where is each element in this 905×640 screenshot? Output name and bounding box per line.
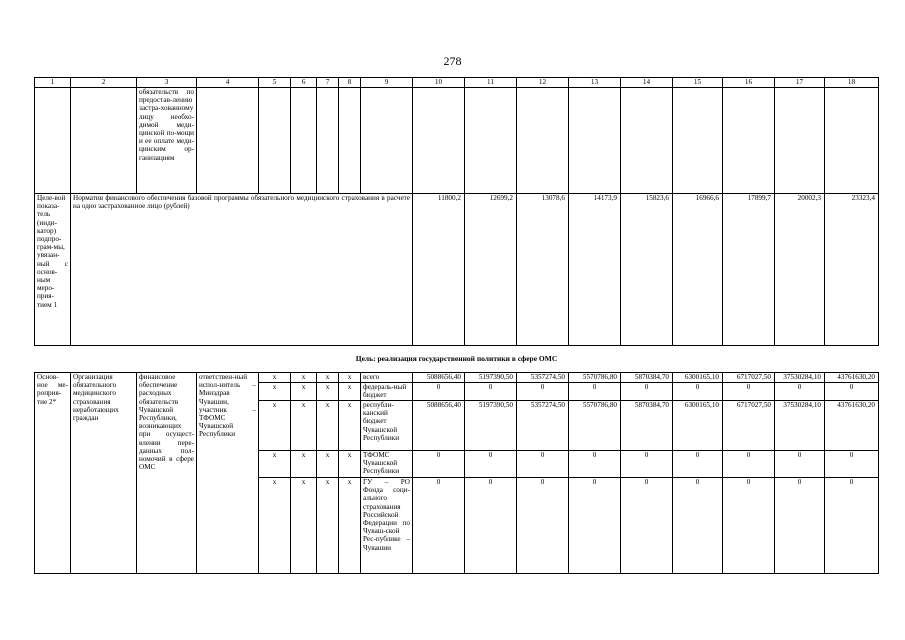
col-num: 2 (71, 78, 137, 88)
funding-row (35, 373, 879, 383)
continuation-row (35, 88, 879, 194)
funding-value: 0 (413, 383, 465, 401)
funding-value: 6300165,10 (673, 373, 723, 383)
x-mark: x (291, 383, 317, 401)
funding-value: 5870384,70 (621, 373, 673, 383)
measure-name: Основ-ное ме-роприя-тие 2* (35, 373, 71, 574)
col-num: 6 (291, 78, 317, 88)
indicator-value: 16966,6 (673, 194, 723, 346)
x-mark: x (339, 478, 361, 574)
col-num: 9 (361, 78, 413, 88)
x-mark: x (339, 451, 361, 478)
x-mark: x (317, 401, 339, 451)
indicator-value: 17899,7 (723, 194, 775, 346)
funding-value: 0 (723, 383, 775, 401)
indicator-value: 15823,6 (621, 194, 673, 346)
col-num: 8 (339, 78, 361, 88)
col-num: 12 (517, 78, 569, 88)
funding-value: 0 (723, 451, 775, 478)
indicator-value: 12699,2 (465, 194, 517, 346)
funding-value: 0 (621, 478, 673, 574)
funding-value: 0 (621, 383, 673, 401)
indicator-label: Целе-вой показа-тель (инди-катор) подпро-грам-мы, увязан-ный с основ-ным меро-прия-тием 1 (35, 194, 71, 346)
col-num: 7 (317, 78, 339, 88)
col-num: 10 (413, 78, 465, 88)
x-mark: x (259, 401, 291, 451)
x-mark: x (291, 401, 317, 451)
funding-value: 5870384,70 (621, 401, 673, 451)
x-mark: x (259, 478, 291, 574)
funding-value: 43761630,20 (825, 401, 879, 451)
x-mark: x (339, 373, 361, 383)
x-mark: x (291, 451, 317, 478)
funding-value: 0 (569, 451, 621, 478)
funding-value: 5197390,50 (465, 373, 517, 383)
funding-value: 43761630,20 (825, 373, 879, 383)
measure-title: Организация обязательного медицинского страхования неработающих граждан (71, 373, 137, 574)
funding-value: 0 (517, 451, 569, 478)
indicator-value: 13078,6 (517, 194, 569, 346)
funding-value: 6717027,50 (723, 401, 775, 451)
col-num: 14 (621, 78, 673, 88)
funding-value: 0 (825, 478, 879, 574)
indicator-row (35, 194, 879, 346)
measure-responsible: ответствен-ный испол-нитель – Минздрав Чувашии, участник – ТФОМС Чувашской Республики (197, 373, 259, 574)
funding-value: 0 (465, 383, 517, 401)
funding-value: 0 (825, 451, 879, 478)
x-mark: x (259, 451, 291, 478)
funding-value: 0 (569, 478, 621, 574)
funding-value: 0 (775, 383, 825, 401)
funding-value: 0 (673, 478, 723, 574)
col-num: 1 (35, 78, 71, 88)
indicator-value: 23323,4 (825, 194, 879, 346)
funding-source: республи-канский бюджет Чувашской Республики (361, 401, 413, 451)
funding-value: 37530284,10 (775, 373, 825, 383)
funding-value: 0 (775, 478, 825, 574)
goal-row (35, 346, 879, 373)
funding-value: 5570786,80 (569, 373, 621, 383)
col-num: 4 (197, 78, 259, 88)
funding-value: 37530284,10 (775, 401, 825, 451)
measure-description: финансовое обеспечение расходных обязательств Чувашской Республики, возникающих при осущест-влении пере-данных пол-номочий в сфере ОМС (137, 373, 197, 574)
col-num: 18 (825, 78, 879, 88)
funding-value: 0 (723, 478, 775, 574)
funding-value: 0 (465, 451, 517, 478)
funding-value: 0 (517, 383, 569, 401)
col-num: 15 (673, 78, 723, 88)
indicator-value: 11800,2 (413, 194, 465, 346)
funding-value: 6300165,10 (673, 401, 723, 451)
col-num: 16 (723, 78, 775, 88)
indicator-value: 14173,9 (569, 194, 621, 346)
funding-source: ТФОМС Чувашской Республики (361, 451, 413, 478)
funding-value: 0 (517, 478, 569, 574)
funding-value: 5088656,40 (413, 373, 465, 383)
funding-value: 5197390,50 (465, 401, 517, 451)
x-mark: x (339, 401, 361, 451)
x-mark: x (259, 383, 291, 401)
funding-value: 0 (673, 383, 723, 401)
x-mark: x (291, 478, 317, 574)
funding-value: 0 (621, 451, 673, 478)
x-mark: x (259, 373, 291, 383)
funding-value: 0 (569, 383, 621, 401)
x-mark: x (339, 383, 361, 401)
funding-source: всего (361, 373, 413, 383)
funding-value: 0 (775, 451, 825, 478)
indicator-text: Норматив финансового обеспечения базовой программы обязательного медицинского страхования в расчете на одно застрахованное лицо (рублей) (71, 194, 413, 346)
funding-source: федераль-ный бюджет (361, 383, 413, 401)
funding-value: 5357274,50 (517, 373, 569, 383)
col-num: 17 (775, 78, 825, 88)
x-mark: x (317, 451, 339, 478)
x-mark: x (291, 373, 317, 383)
funding-value: 0 (413, 478, 465, 574)
column-number-row (35, 78, 879, 88)
funding-value: 6717027,50 (723, 373, 775, 383)
funding-value: 5570786,80 (569, 401, 621, 451)
col-num: 11 (465, 78, 517, 88)
funding-value: 5088656,40 (413, 401, 465, 451)
funding-value: 0 (673, 451, 723, 478)
funding-value: 0 (413, 451, 465, 478)
x-mark: x (317, 383, 339, 401)
col-num: 3 (137, 78, 197, 88)
program-table (34, 77, 879, 574)
page-number: 278 (443, 54, 462, 68)
continued-description: обязательств по предостав-лению застра-хованному лицу необхо-димой меди-цинской по-мощи и ее оплате меди-цинским ор-ганизациям (137, 88, 197, 194)
indicator-value: 20002,3 (775, 194, 825, 346)
x-mark: x (317, 373, 339, 383)
funding-value: 0 (465, 478, 517, 574)
col-num: 13 (569, 78, 621, 88)
col-num: 5 (259, 78, 291, 88)
funding-value: 5357274,50 (517, 401, 569, 451)
goal-title: Цель: реализация государственной политики в сфере ОМС (35, 346, 879, 373)
funding-value: 0 (825, 383, 879, 401)
funding-source: ГУ – РО Фонда соци-ального страхования Российской Федерации по Чуваш-ской Рес-публике – Чувашии (361, 478, 413, 574)
x-mark: x (317, 478, 339, 574)
